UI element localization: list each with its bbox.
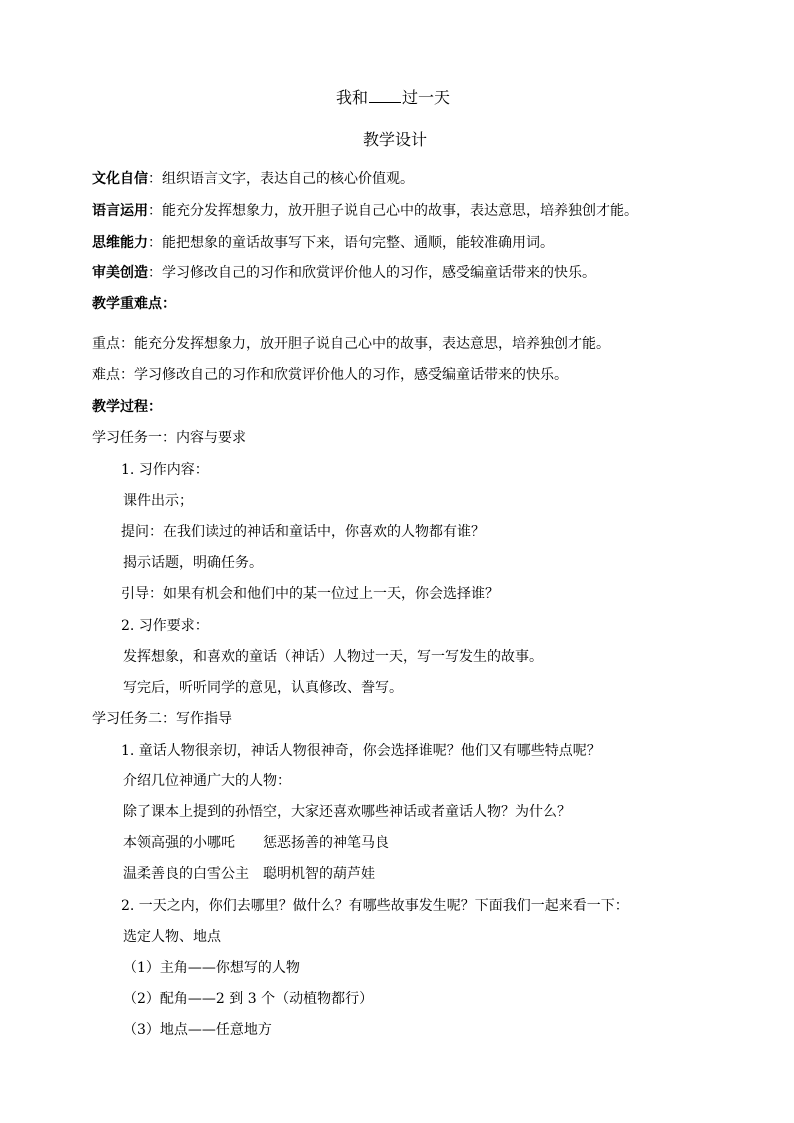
task1-line: 课件出示； bbox=[123, 493, 193, 509]
objective-text: ：组织语言文字，表达自己的核心价值观。 bbox=[148, 171, 414, 187]
task2-line: 本领高强的小哪吒 惩恶扬善的神笔马良 bbox=[123, 835, 389, 851]
objective-text: ：能把想象的童话故事写下来，语句完整、通顺，能较准确用词。 bbox=[148, 235, 554, 251]
task1-line: 提问：在我们读过的神话和童话中，你喜欢的人物都有谁？ bbox=[121, 524, 485, 540]
task2-line: （1）主角——你想写的人物 bbox=[123, 960, 300, 976]
objective-language bbox=[92, 202, 638, 220]
task2-line: 介绍几位神通广大的人物： bbox=[123, 773, 291, 789]
objective-aesthetic bbox=[92, 264, 596, 282]
task1-line: 揭示话题，明确任务。 bbox=[123, 555, 263, 571]
objective-thinking bbox=[92, 234, 554, 252]
task2-line: 温柔善良的白雪公主 聪明机智的葫芦娃 bbox=[123, 866, 375, 882]
task2-line: 1. 童话人物很亲切，神话人物很神奇，你会选择谁呢？他们又有哪些特点呢？ bbox=[121, 743, 601, 759]
task2-line: 除了课本上提到的孙悟空，大家还喜欢哪些神话或者童话人物？为什么？ bbox=[123, 804, 571, 820]
task1-line: 2. 习作要求： bbox=[121, 618, 209, 634]
task2-line: 选定人物、地点 bbox=[123, 929, 221, 945]
process-heading: 教学过程： bbox=[92, 399, 162, 415]
task2-line: （3）地点——任意地方 bbox=[123, 1022, 272, 1038]
task1-line: 引导：如果有机会和他们中的某一位过上一天，你会选择谁？ bbox=[121, 586, 499, 602]
document-title bbox=[336, 88, 450, 108]
title-after: 过一天 bbox=[402, 88, 451, 107]
title-blank bbox=[369, 88, 401, 103]
objective-label: 语言运用 bbox=[92, 203, 148, 219]
task2-heading: 学习任务二：写作指导 bbox=[92, 711, 232, 727]
objective-culture bbox=[92, 170, 414, 188]
task1-line: 写完后，听听同学的意见，认真修改、誊写。 bbox=[123, 680, 403, 696]
difficult-point: 难点：学习修改自己的习作和欣赏评价他人的习作，感受编童话带来的快乐。 bbox=[92, 367, 568, 383]
objective-text: ：能充分发挥想象力，放开胆子说自己心中的故事，表达意思，培养独创才能。 bbox=[148, 203, 638, 219]
task1-heading: 学习任务一：内容与要求 bbox=[92, 430, 246, 446]
document-subtitle: 教学设计 bbox=[363, 130, 428, 149]
key-point: 重点：能充分发挥想象力，放开胆子说自己心中的故事，表达意思，培养独创才能。 bbox=[92, 336, 610, 352]
objective-label: 思维能力 bbox=[92, 235, 148, 251]
objective-label: 审美创造 bbox=[92, 265, 148, 281]
objective-label: 文化自信 bbox=[92, 171, 148, 187]
objective-text: ：学习修改自己的习作和欣赏评价他人的习作，感受编童话带来的快乐。 bbox=[148, 265, 596, 281]
task2-line: 2. 一天之内，你们去哪里？做什么？有哪些故事发生呢？下面我们一起来看一下： bbox=[121, 898, 629, 914]
task2-line: （2）配角——2 到 3 个（动植物都行） bbox=[123, 991, 374, 1007]
task1-line: 1. 习作内容： bbox=[121, 462, 209, 478]
key-points-heading: 教学重难点： bbox=[92, 296, 176, 312]
title-before: 我和 bbox=[336, 88, 369, 107]
task1-line: 发挥想象，和喜欢的童话（神话）人物过一天，写一写发生的故事。 bbox=[123, 649, 543, 665]
